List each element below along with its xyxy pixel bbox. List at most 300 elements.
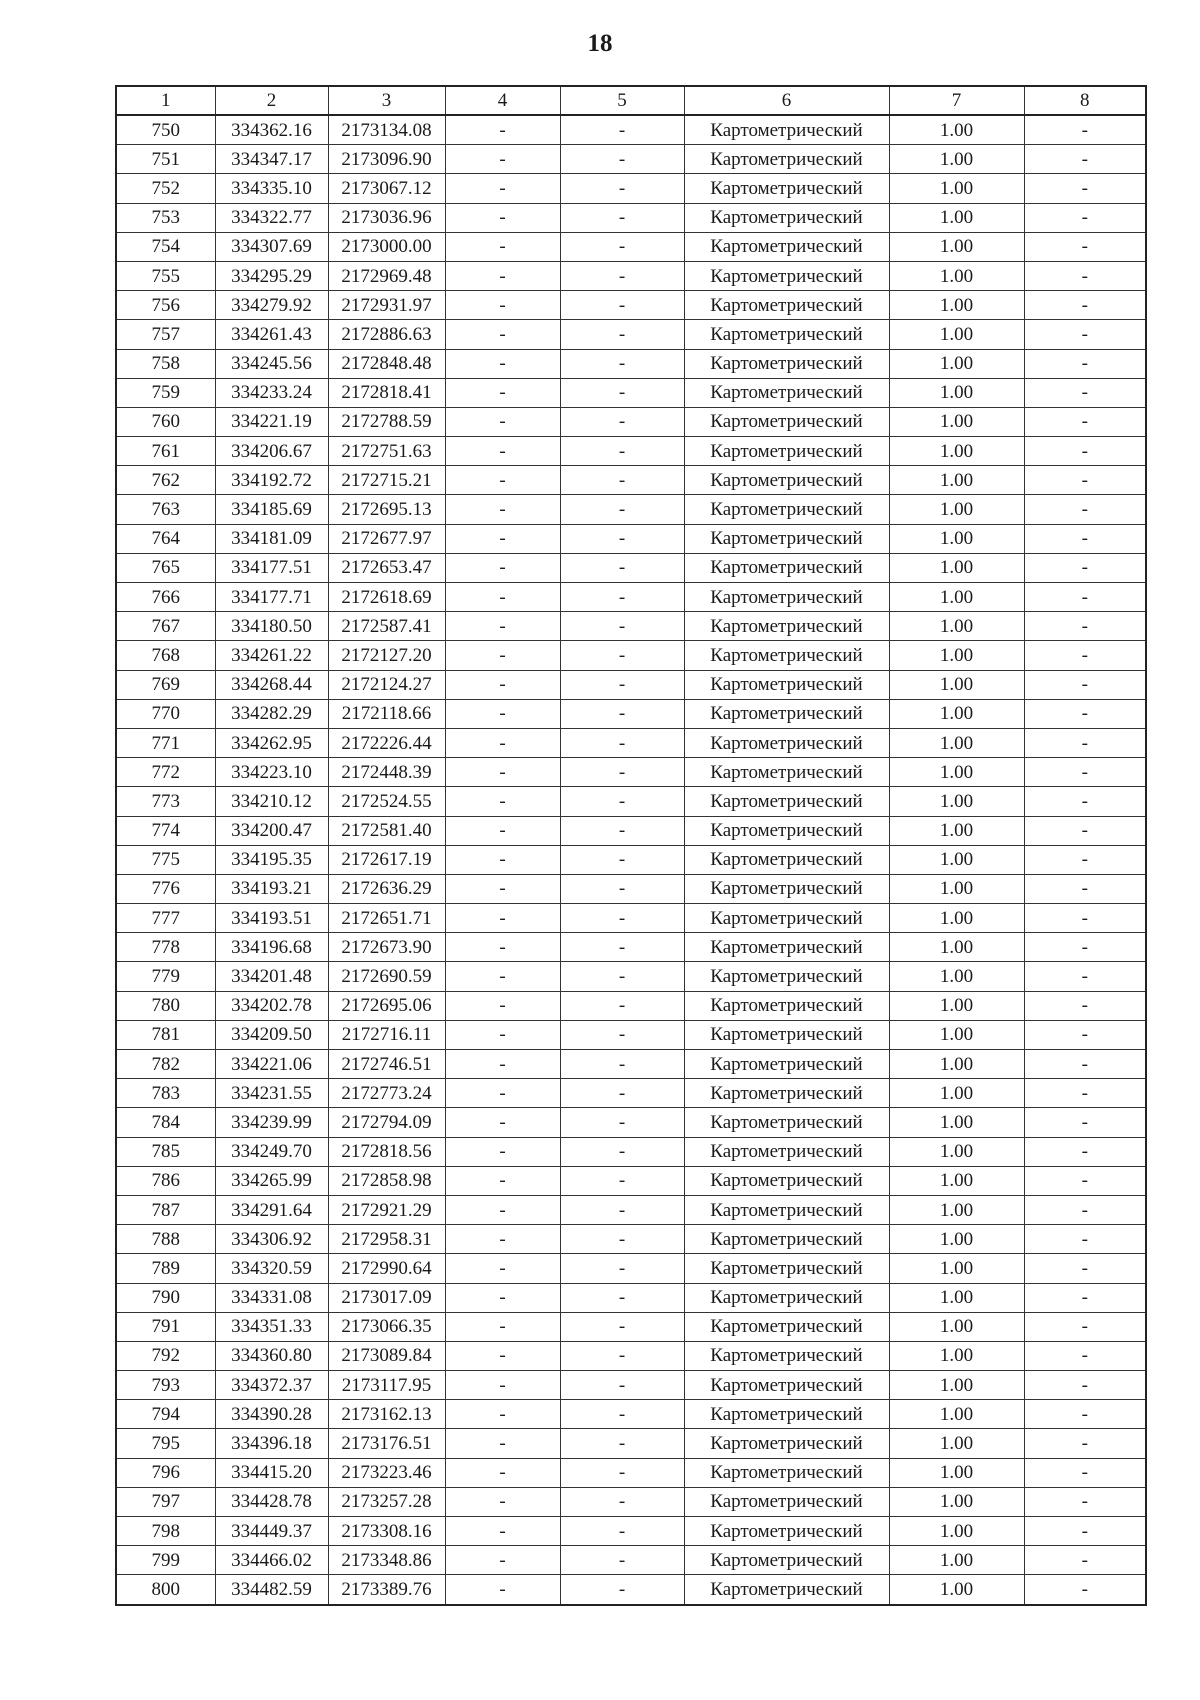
method-cell: Картометрический xyxy=(684,1312,889,1341)
table-row xyxy=(116,349,1146,378)
x-coordinate-cell: 334233.24 xyxy=(215,378,328,407)
col-4-value-cell: - xyxy=(445,1546,560,1575)
y-coordinate-cell: 2172921.29 xyxy=(328,1195,445,1224)
y-coordinate-cell: 2173223.46 xyxy=(328,1458,445,1487)
col-8-value-cell: - xyxy=(1024,816,1146,845)
col-8-value-cell: - xyxy=(1024,1137,1146,1166)
y-coordinate-cell: 2173089.84 xyxy=(328,1341,445,1370)
col-4-value-cell: - xyxy=(445,991,560,1020)
column-header-8: 8 xyxy=(1024,86,1146,115)
accuracy-cell: 1.00 xyxy=(889,378,1024,407)
x-coordinate-cell: 334306.92 xyxy=(215,1225,328,1254)
accuracy-cell: 1.00 xyxy=(889,553,1024,582)
col-5-value-cell: - xyxy=(560,1050,684,1079)
accuracy-cell: 1.00 xyxy=(889,1458,1024,1487)
x-coordinate-cell: 334262.95 xyxy=(215,728,328,757)
accuracy-cell: 1.00 xyxy=(889,991,1024,1020)
point-number-cell: 798 xyxy=(116,1517,215,1546)
x-coordinate-cell: 334185.69 xyxy=(215,495,328,524)
point-number-cell: 784 xyxy=(116,1108,215,1137)
table-row xyxy=(116,1108,1146,1137)
table-row xyxy=(116,174,1146,203)
col-5-value-cell: - xyxy=(560,1400,684,1429)
method-cell: Картометрический xyxy=(684,349,889,378)
point-number-cell: 764 xyxy=(116,524,215,553)
y-coordinate-cell: 2173036.96 xyxy=(328,203,445,232)
col-4-value-cell: - xyxy=(445,583,560,612)
x-coordinate-cell: 334202.78 xyxy=(215,991,328,1020)
y-coordinate-cell: 2173176.51 xyxy=(328,1429,445,1458)
point-number-cell: 757 xyxy=(116,320,215,349)
point-number-cell: 785 xyxy=(116,1137,215,1166)
method-cell: Картометрический xyxy=(684,553,889,582)
x-coordinate-cell: 334390.28 xyxy=(215,1400,328,1429)
col-4-value-cell: - xyxy=(445,728,560,757)
method-cell: Картометрический xyxy=(684,261,889,290)
y-coordinate-cell: 2172653.47 xyxy=(328,553,445,582)
table-row xyxy=(116,641,1146,670)
method-cell: Картометрический xyxy=(684,874,889,903)
y-coordinate-cell: 2172818.56 xyxy=(328,1137,445,1166)
point-number-cell: 769 xyxy=(116,670,215,699)
col-8-value-cell: - xyxy=(1024,1546,1146,1575)
point-number-cell: 796 xyxy=(116,1458,215,1487)
method-cell: Картометрический xyxy=(684,1225,889,1254)
method-cell: Картометрический xyxy=(684,203,889,232)
col-5-value-cell: - xyxy=(560,758,684,787)
accuracy-cell: 1.00 xyxy=(889,845,1024,874)
x-coordinate-cell: 334177.71 xyxy=(215,583,328,612)
method-cell: Картометрический xyxy=(684,1371,889,1400)
method-cell: Картометрический xyxy=(684,1254,889,1283)
col-8-value-cell: - xyxy=(1024,904,1146,933)
col-4-value-cell: - xyxy=(445,1487,560,1516)
y-coordinate-cell: 2173134.08 xyxy=(328,115,445,145)
table-row xyxy=(116,495,1146,524)
col-5-value-cell: - xyxy=(560,1371,684,1400)
col-5-value-cell: - xyxy=(560,1283,684,1312)
col-8-value-cell: - xyxy=(1024,203,1146,232)
accuracy-cell: 1.00 xyxy=(889,1283,1024,1312)
col-4-value-cell: - xyxy=(445,466,560,495)
method-cell: Картометрический xyxy=(684,1020,889,1049)
method-cell: Картометрический xyxy=(684,787,889,816)
col-4-value-cell: - xyxy=(445,1050,560,1079)
accuracy-cell: 1.00 xyxy=(889,1108,1024,1137)
col-8-value-cell: - xyxy=(1024,407,1146,436)
x-coordinate-cell: 334231.55 xyxy=(215,1079,328,1108)
method-cell: Картометрический xyxy=(684,1487,889,1516)
y-coordinate-cell: 2172990.64 xyxy=(328,1254,445,1283)
table-row xyxy=(116,320,1146,349)
col-8-value-cell: - xyxy=(1024,261,1146,290)
y-coordinate-cell: 2172673.90 xyxy=(328,933,445,962)
point-number-cell: 766 xyxy=(116,583,215,612)
col-4-value-cell: - xyxy=(445,1341,560,1370)
point-number-cell: 750 xyxy=(116,115,215,145)
column-header-3: 3 xyxy=(328,86,445,115)
y-coordinate-cell: 2172958.31 xyxy=(328,1225,445,1254)
col-8-value-cell: - xyxy=(1024,553,1146,582)
x-coordinate-cell: 334195.35 xyxy=(215,845,328,874)
point-number-cell: 792 xyxy=(116,1341,215,1370)
y-coordinate-cell: 2172636.29 xyxy=(328,874,445,903)
col-8-value-cell: - xyxy=(1024,641,1146,670)
table-row xyxy=(116,699,1146,728)
col-5-value-cell: - xyxy=(560,378,684,407)
x-coordinate-cell: 334261.43 xyxy=(215,320,328,349)
col-5-value-cell: - xyxy=(560,1108,684,1137)
y-coordinate-cell: 2172651.71 xyxy=(328,904,445,933)
col-8-value-cell: - xyxy=(1024,612,1146,641)
col-4-value-cell: - xyxy=(445,1312,560,1341)
point-number-cell: 760 xyxy=(116,407,215,436)
y-coordinate-cell: 2172677.97 xyxy=(328,524,445,553)
method-cell: Картометрический xyxy=(684,728,889,757)
column-header-4: 4 xyxy=(445,86,560,115)
accuracy-cell: 1.00 xyxy=(889,1050,1024,1079)
method-cell: Картометрический xyxy=(684,758,889,787)
col-5-value-cell: - xyxy=(560,115,684,145)
method-cell: Картометрический xyxy=(684,1458,889,1487)
accuracy-cell: 1.00 xyxy=(889,291,1024,320)
col-4-value-cell: - xyxy=(445,1225,560,1254)
point-number-cell: 759 xyxy=(116,378,215,407)
y-coordinate-cell: 2173017.09 xyxy=(328,1283,445,1312)
col-5-value-cell: - xyxy=(560,728,684,757)
accuracy-cell: 1.00 xyxy=(889,1575,1024,1605)
col-8-value-cell: - xyxy=(1024,1429,1146,1458)
method-cell: Картометрический xyxy=(684,816,889,845)
y-coordinate-cell: 2172746.51 xyxy=(328,1050,445,1079)
accuracy-cell: 1.00 xyxy=(889,1254,1024,1283)
col-5-value-cell: - xyxy=(560,203,684,232)
table-row xyxy=(116,378,1146,407)
col-4-value-cell: - xyxy=(445,670,560,699)
accuracy-cell: 1.00 xyxy=(889,1195,1024,1224)
table-row xyxy=(116,145,1146,174)
accuracy-cell: 1.00 xyxy=(889,349,1024,378)
accuracy-cell: 1.00 xyxy=(889,583,1024,612)
col-8-value-cell: - xyxy=(1024,1487,1146,1516)
col-5-value-cell: - xyxy=(560,699,684,728)
col-4-value-cell: - xyxy=(445,904,560,933)
table-row xyxy=(116,874,1146,903)
accuracy-cell: 1.00 xyxy=(889,641,1024,670)
col-5-value-cell: - xyxy=(560,670,684,699)
col-5-value-cell: - xyxy=(560,291,684,320)
accuracy-cell: 1.00 xyxy=(889,1079,1024,1108)
method-cell: Картометрический xyxy=(684,845,889,874)
table-row xyxy=(116,728,1146,757)
x-coordinate-cell: 334466.02 xyxy=(215,1546,328,1575)
y-coordinate-cell: 2173308.16 xyxy=(328,1517,445,1546)
col-5-value-cell: - xyxy=(560,1079,684,1108)
col-8-value-cell: - xyxy=(1024,1108,1146,1137)
method-cell: Картометрический xyxy=(684,1108,889,1137)
col-4-value-cell: - xyxy=(445,1429,560,1458)
point-number-cell: 799 xyxy=(116,1546,215,1575)
col-8-value-cell: - xyxy=(1024,291,1146,320)
accuracy-cell: 1.00 xyxy=(889,612,1024,641)
y-coordinate-cell: 2172751.63 xyxy=(328,437,445,466)
col-4-value-cell: - xyxy=(445,115,560,145)
x-coordinate-cell: 334335.10 xyxy=(215,174,328,203)
col-5-value-cell: - xyxy=(560,641,684,670)
point-number-cell: 758 xyxy=(116,349,215,378)
x-coordinate-cell: 334428.78 xyxy=(215,1487,328,1516)
y-coordinate-cell: 2172581.40 xyxy=(328,816,445,845)
accuracy-cell: 1.00 xyxy=(889,728,1024,757)
col-8-value-cell: - xyxy=(1024,232,1146,261)
x-coordinate-cell: 334415.20 xyxy=(215,1458,328,1487)
point-number-cell: 780 xyxy=(116,991,215,1020)
point-number-cell: 797 xyxy=(116,1487,215,1516)
method-cell: Картометрический xyxy=(684,115,889,145)
y-coordinate-cell: 2173096.90 xyxy=(328,145,445,174)
y-coordinate-cell: 2173348.86 xyxy=(328,1546,445,1575)
col-8-value-cell: - xyxy=(1024,1050,1146,1079)
x-coordinate-cell: 334193.21 xyxy=(215,874,328,903)
y-coordinate-cell: 2172124.27 xyxy=(328,670,445,699)
col-4-value-cell: - xyxy=(445,1517,560,1546)
col-5-value-cell: - xyxy=(560,1487,684,1516)
point-number-cell: 765 xyxy=(116,553,215,582)
col-4-value-cell: - xyxy=(445,874,560,903)
method-cell: Картометрический xyxy=(684,612,889,641)
col-4-value-cell: - xyxy=(445,261,560,290)
col-8-value-cell: - xyxy=(1024,728,1146,757)
col-8-value-cell: - xyxy=(1024,845,1146,874)
y-coordinate-cell: 2172695.13 xyxy=(328,495,445,524)
accuracy-cell: 1.00 xyxy=(889,1487,1024,1516)
point-number-cell: 791 xyxy=(116,1312,215,1341)
col-4-value-cell: - xyxy=(445,291,560,320)
method-cell: Картометрический xyxy=(684,524,889,553)
accuracy-cell: 1.00 xyxy=(889,407,1024,436)
table-row xyxy=(116,991,1146,1020)
table-row xyxy=(116,1283,1146,1312)
point-number-cell: 786 xyxy=(116,1166,215,1195)
col-4-value-cell: - xyxy=(445,845,560,874)
col-4-value-cell: - xyxy=(445,174,560,203)
x-coordinate-cell: 334360.80 xyxy=(215,1341,328,1370)
method-cell: Картометрический xyxy=(684,641,889,670)
col-4-value-cell: - xyxy=(445,1166,560,1195)
col-8-value-cell: - xyxy=(1024,962,1146,991)
col-5-value-cell: - xyxy=(560,1575,684,1605)
point-number-cell: 778 xyxy=(116,933,215,962)
y-coordinate-cell: 2172858.98 xyxy=(328,1166,445,1195)
point-number-cell: 782 xyxy=(116,1050,215,1079)
method-cell: Картометрический xyxy=(684,378,889,407)
accuracy-cell: 1.00 xyxy=(889,816,1024,845)
col-8-value-cell: - xyxy=(1024,115,1146,145)
col-4-value-cell: - xyxy=(445,495,560,524)
col-4-value-cell: - xyxy=(445,1283,560,1312)
point-number-cell: 751 xyxy=(116,145,215,174)
y-coordinate-cell: 2173389.76 xyxy=(328,1575,445,1605)
x-coordinate-cell: 334201.48 xyxy=(215,962,328,991)
x-coordinate-cell: 334180.50 xyxy=(215,612,328,641)
table-row xyxy=(116,1254,1146,1283)
y-coordinate-cell: 2173067.12 xyxy=(328,174,445,203)
col-4-value-cell: - xyxy=(445,699,560,728)
col-4-value-cell: - xyxy=(445,816,560,845)
table-row xyxy=(116,1225,1146,1254)
accuracy-cell: 1.00 xyxy=(889,1517,1024,1546)
col-8-value-cell: - xyxy=(1024,758,1146,787)
point-number-cell: 787 xyxy=(116,1195,215,1224)
y-coordinate-cell: 2172794.09 xyxy=(328,1108,445,1137)
x-coordinate-cell: 334221.19 xyxy=(215,407,328,436)
x-coordinate-cell: 334322.77 xyxy=(215,203,328,232)
accuracy-cell: 1.00 xyxy=(889,145,1024,174)
table-row xyxy=(116,524,1146,553)
col-8-value-cell: - xyxy=(1024,1166,1146,1195)
method-cell: Картометрический xyxy=(684,466,889,495)
x-coordinate-cell: 334249.70 xyxy=(215,1137,328,1166)
x-coordinate-cell: 334347.17 xyxy=(215,145,328,174)
col-4-value-cell: - xyxy=(445,1458,560,1487)
x-coordinate-cell: 334181.09 xyxy=(215,524,328,553)
col-8-value-cell: - xyxy=(1024,583,1146,612)
point-number-cell: 779 xyxy=(116,962,215,991)
col-8-value-cell: - xyxy=(1024,495,1146,524)
x-coordinate-cell: 334282.29 xyxy=(215,699,328,728)
col-5-value-cell: - xyxy=(560,1166,684,1195)
x-coordinate-cell: 334210.12 xyxy=(215,787,328,816)
method-cell: Картометрический xyxy=(684,1166,889,1195)
x-coordinate-cell: 334482.59 xyxy=(215,1575,328,1605)
column-header-2: 2 xyxy=(215,86,328,115)
col-4-value-cell: - xyxy=(445,232,560,261)
col-5-value-cell: - xyxy=(560,1195,684,1224)
method-cell: Картометрический xyxy=(684,437,889,466)
point-number-cell: 772 xyxy=(116,758,215,787)
x-coordinate-cell: 334291.64 xyxy=(215,1195,328,1224)
accuracy-cell: 1.00 xyxy=(889,495,1024,524)
method-cell: Картометрический xyxy=(684,232,889,261)
table-row xyxy=(116,904,1146,933)
method-cell: Картометрический xyxy=(684,699,889,728)
table-row xyxy=(116,962,1146,991)
method-cell: Картометрический xyxy=(684,904,889,933)
col-8-value-cell: - xyxy=(1024,1254,1146,1283)
y-coordinate-cell: 2172969.48 xyxy=(328,261,445,290)
col-4-value-cell: - xyxy=(445,787,560,816)
method-cell: Картометрический xyxy=(684,320,889,349)
table-header xyxy=(116,86,1146,115)
table-row xyxy=(116,845,1146,874)
method-cell: Картометрический xyxy=(684,933,889,962)
col-8-value-cell: - xyxy=(1024,874,1146,903)
x-coordinate-cell: 334372.37 xyxy=(215,1371,328,1400)
col-8-value-cell: - xyxy=(1024,145,1146,174)
point-number-cell: 783 xyxy=(116,1079,215,1108)
col-5-value-cell: - xyxy=(560,174,684,203)
x-coordinate-cell: 334223.10 xyxy=(215,758,328,787)
col-4-value-cell: - xyxy=(445,553,560,582)
table-row xyxy=(116,1195,1146,1224)
col-5-value-cell: - xyxy=(560,1517,684,1546)
table-row xyxy=(116,203,1146,232)
col-8-value-cell: - xyxy=(1024,991,1146,1020)
accuracy-cell: 1.00 xyxy=(889,904,1024,933)
y-coordinate-cell: 2173117.95 xyxy=(328,1371,445,1400)
accuracy-cell: 1.00 xyxy=(889,1371,1024,1400)
table-row xyxy=(116,1050,1146,1079)
col-5-value-cell: - xyxy=(560,1429,684,1458)
point-number-cell: 770 xyxy=(116,699,215,728)
table-row xyxy=(116,553,1146,582)
table-row xyxy=(116,758,1146,787)
col-5-value-cell: - xyxy=(560,261,684,290)
point-number-cell: 767 xyxy=(116,612,215,641)
table-row xyxy=(116,437,1146,466)
col-4-value-cell: - xyxy=(445,320,560,349)
point-number-cell: 774 xyxy=(116,816,215,845)
method-cell: Картометрический xyxy=(684,1575,889,1605)
accuracy-cell: 1.00 xyxy=(889,524,1024,553)
col-5-value-cell: - xyxy=(560,612,684,641)
col-5-value-cell: - xyxy=(560,816,684,845)
y-coordinate-cell: 2172118.66 xyxy=(328,699,445,728)
point-number-cell: 752 xyxy=(116,174,215,203)
x-coordinate-cell: 334261.22 xyxy=(215,641,328,670)
table-row xyxy=(116,1429,1146,1458)
accuracy-cell: 1.00 xyxy=(889,874,1024,903)
point-number-cell: 756 xyxy=(116,291,215,320)
point-number-cell: 795 xyxy=(116,1429,215,1458)
col-5-value-cell: - xyxy=(560,1020,684,1049)
table-row xyxy=(116,232,1146,261)
method-cell: Картометрический xyxy=(684,1137,889,1166)
method-cell: Картометрический xyxy=(684,407,889,436)
table-row xyxy=(116,1166,1146,1195)
col-5-value-cell: - xyxy=(560,466,684,495)
y-coordinate-cell: 2172818.41 xyxy=(328,378,445,407)
col-4-value-cell: - xyxy=(445,1400,560,1429)
method-cell: Картометрический xyxy=(684,1517,889,1546)
column-header-7: 7 xyxy=(889,86,1024,115)
x-coordinate-cell: 334265.99 xyxy=(215,1166,328,1195)
col-4-value-cell: - xyxy=(445,145,560,174)
col-4-value-cell: - xyxy=(445,641,560,670)
accuracy-cell: 1.00 xyxy=(889,758,1024,787)
y-coordinate-cell: 2172587.41 xyxy=(328,612,445,641)
col-8-value-cell: - xyxy=(1024,1458,1146,1487)
point-number-cell: 768 xyxy=(116,641,215,670)
accuracy-cell: 1.00 xyxy=(889,437,1024,466)
col-8-value-cell: - xyxy=(1024,524,1146,553)
col-4-value-cell: - xyxy=(445,1254,560,1283)
x-coordinate-cell: 334196.68 xyxy=(215,933,328,962)
point-number-cell: 788 xyxy=(116,1225,215,1254)
col-8-value-cell: - xyxy=(1024,1400,1146,1429)
col-4-value-cell: - xyxy=(445,758,560,787)
table-body xyxy=(116,115,1146,1605)
point-number-cell: 763 xyxy=(116,495,215,524)
x-coordinate-cell: 334351.33 xyxy=(215,1312,328,1341)
accuracy-cell: 1.00 xyxy=(889,1312,1024,1341)
method-cell: Картометрический xyxy=(684,1050,889,1079)
point-number-cell: 754 xyxy=(116,232,215,261)
col-4-value-cell: - xyxy=(445,437,560,466)
page-number: 18 xyxy=(587,30,613,57)
col-4-value-cell: - xyxy=(445,1079,560,1108)
y-coordinate-cell: 2172690.59 xyxy=(328,962,445,991)
